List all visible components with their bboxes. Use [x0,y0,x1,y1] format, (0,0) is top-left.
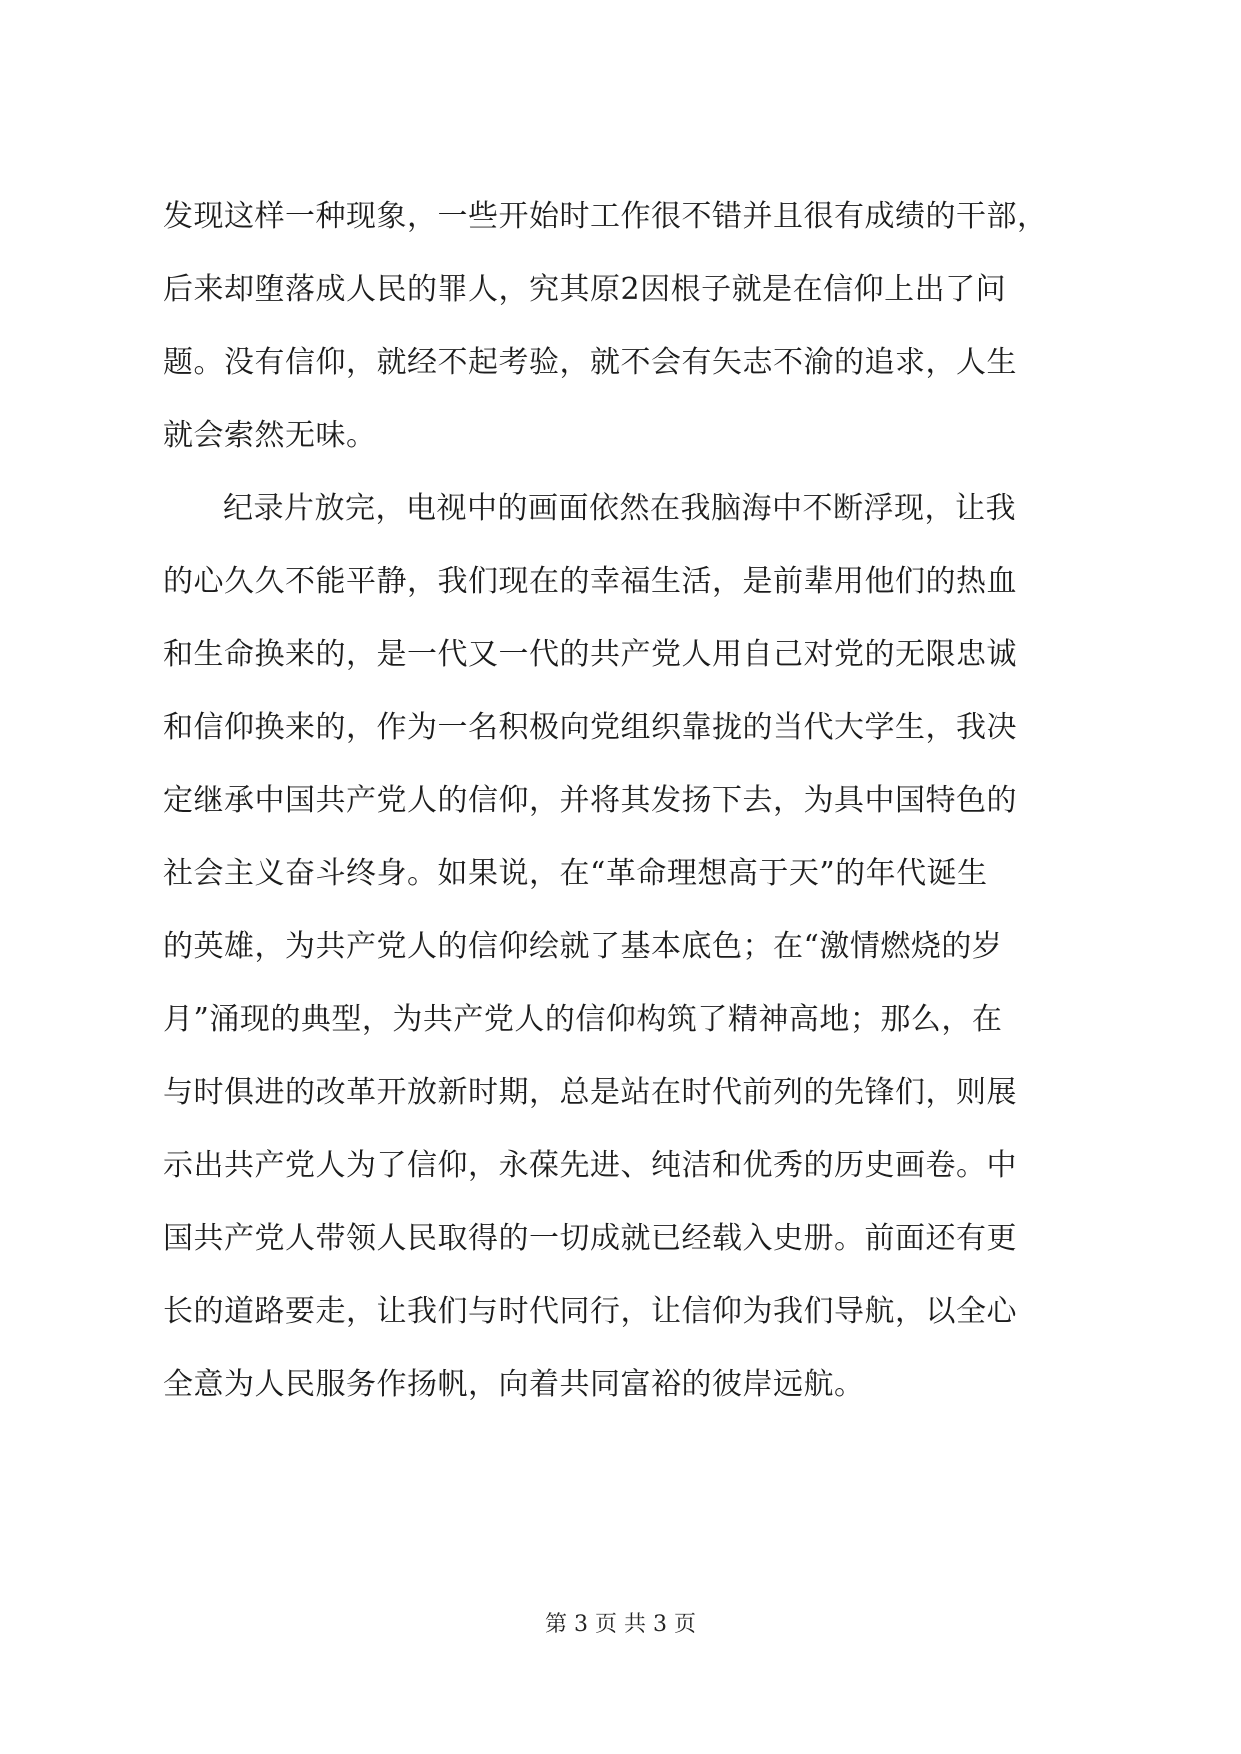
text-line: 国共产党人带领人民取得的一切成就已经载入史册。前面还有更 [163,1221,1017,1256]
text-line: 的心久久不能平静，我们现在的幸福生活，是前辈用他们的热血 [163,564,1017,599]
text-line: 长的道路要走，让我们与时代同行，让信仰为我们导航，以全心 [163,1294,1017,1329]
text-line: 与时俱进的改革开放新时期，总是站在时代前列的先锋们，则展 [163,1075,1017,1110]
paragraph-first-line: 纪录片放完，电视中的画面依然在我脑海中不断浮现，让我 [223,491,1016,526]
text-line: 示出共产党人为了信仰，永葆先进、纯洁和优秀的历史画卷。中 [163,1148,1017,1183]
text-line: 定继承中国共产党人的信仰，并将其发扬下去，为具中国特色的 [163,783,1017,818]
text-line: 和信仰换来的，作为一名积极向党组织靠拢的当代大学生，我决 [163,710,1017,745]
text-line: 全意为人民服务作扬帆，向着共同富裕的彼岸远航。 [163,1367,865,1402]
text-line: 社会主义奋斗终身。如果说，在“革命理想高于天”的年代诞生 [163,856,988,891]
text-line: 的英雄，为共产党人的信仰绘就了基本底色；在“激情燃烧的岁 [163,929,1003,964]
text-line: 后来却堕落成人民的罪人，究其原2因根子就是在信仰上出了问 [163,272,1007,307]
text-line: 月”涌现的典型，为共产党人的信仰构筑了精神高地；那么，在 [163,1002,1003,1037]
text-line: 题。没有信仰，就经不起考验，就不会有矢志不渝的追求，人生 [163,345,1017,380]
text-line: 和生命换来的，是一代又一代的共产党人用自己对党的无限忠诚 [163,637,1017,672]
text-line: 发现这样一种现象，一些开始时工作很不错并且很有成绩的干部， [163,199,1048,234]
text-line: 就会索然无味。 [163,418,377,453]
page-number-footer: 第 3 页 共 3 页 [545,1612,696,1637]
